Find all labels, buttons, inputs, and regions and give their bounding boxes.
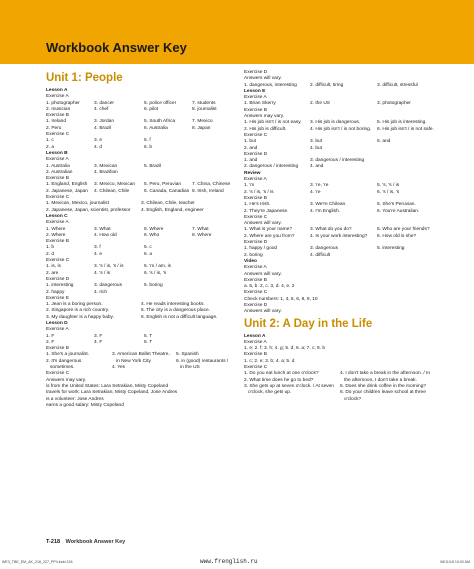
right-column: [244, 70, 439, 403]
answer-cell: 1. interesting: [46, 283, 74, 289]
answer-cell: 3. She gets up at seven o'clock. / At seven: [244, 383, 334, 389]
answer-cell: 3. My daughter is a happy baby.: [46, 314, 114, 320]
answer-cell: [144, 290, 192, 296]
answer-cell: 2. Japanese, Japan, scientist, professor: [46, 207, 131, 213]
exercise-label: Exercise D: [244, 151, 268, 157]
answer-cell: 4. His job isn't / is not boring.: [310, 126, 372, 132]
answer-cell: 5. The city is a dangerous place.: [141, 308, 210, 314]
answer-cell: 3. but: [310, 139, 323, 145]
page-number: T-218: [46, 539, 61, 545]
answer-cell: 4. chef: [94, 106, 109, 112]
answer-cell: 1. Brian Skerry: [244, 101, 276, 107]
answer-cell: 4. d: [94, 144, 103, 150]
answer-cell: 4. and: [310, 164, 324, 170]
unit-heading: Unit 2: A Day in the Life: [244, 317, 373, 330]
left-column: [46, 70, 236, 409]
header-banner: [0, 0, 474, 64]
answer-cell: 6. pilot: [144, 106, 159, 112]
page-footer: [46, 539, 125, 545]
answer-cell: 2. Peru: [46, 125, 62, 131]
lesson-heading: Lesson C: [46, 213, 68, 219]
answer-cell: 4. but: [310, 145, 323, 151]
answer-cell: 1. Where: [46, 226, 66, 232]
answer-cell: 8. journalist: [192, 106, 217, 112]
answer-cell: [192, 145, 236, 151]
answer-cell: 1. F: [46, 333, 55, 339]
answer-row: [46, 365, 236, 371]
answer-cell: 2. 's / is, 's / is: [244, 189, 274, 195]
answer-cell: 5. boring: [144, 283, 163, 289]
answer-cell: 6. Canada, Canadian: [144, 188, 190, 194]
answer-cell: 8. Irish, Ireland: [192, 188, 224, 194]
exercise-label: Exercise A: [46, 157, 69, 163]
answer-cell: 3. difficult, stressful: [377, 82, 418, 88]
answer-cell: 5. South Africa: [144, 119, 176, 125]
answer-cell: 2. Where are you from?: [244, 233, 295, 239]
answer-row: [46, 315, 236, 321]
answer-row: [46, 208, 236, 214]
answer-row: [46, 107, 236, 113]
answer-cell: 6. How old is she?: [377, 233, 417, 239]
answer-cell: 1. England, English: [46, 182, 88, 188]
answer-line: is from the United States: Lara Setrakian, Misty Copeland: [46, 383, 169, 389]
answer-cell: 2. d: [46, 251, 55, 257]
answer-cell: 5. c: [144, 245, 152, 251]
answer-cell: 3. 're, 're: [310, 183, 329, 189]
answer-cell: 5. Who are your friends?: [377, 227, 430, 233]
answer-row: [46, 189, 236, 195]
answer-cell: 1. Australia: [46, 163, 70, 169]
answer-cell: [377, 164, 439, 170]
answer-cell: [192, 252, 236, 258]
answer-cell: 1. 'm: [244, 183, 255, 189]
answer-line: Answers will vary.: [244, 309, 282, 315]
answer-cell: 4. Brazil: [94, 125, 112, 131]
answer-line: Answers may vary.: [46, 377, 87, 383]
answer-cell: 2. musician: [46, 106, 71, 112]
answer-cell: 4. F: [94, 339, 103, 345]
answer-row: [46, 340, 236, 346]
answer-cell: 3. dangerous / interesting: [310, 158, 365, 164]
answer-row: [244, 209, 439, 215]
answer-cell: o'clock?: [340, 396, 362, 402]
lesson-heading: Lesson E: [244, 88, 266, 94]
answer-cell: 1. b: [46, 245, 55, 251]
answer-cell: sometimes.: [46, 365, 75, 371]
answer-cell: 3. dangerous: [94, 283, 123, 289]
exercise-label: Exercise A: [244, 95, 267, 101]
answer-cell: 1. is, is: [46, 264, 61, 270]
slug-date: 08/11/18 10:00 AM: [440, 560, 470, 564]
answer-cell: 5. Spanish: [176, 352, 199, 358]
exercise-label: Exercise B: [244, 277, 267, 283]
answer-cell: 4. I don't take a break in the afternoon. / In: [340, 371, 430, 377]
answer-cell: 5. 's, 's / is: [377, 183, 400, 189]
exercise-label: Exercise C: [244, 132, 268, 138]
answer-cell: 2. the US: [310, 101, 330, 107]
exercise-label: Exercise A: [244, 177, 267, 183]
answer-cell: 6. a: [144, 251, 153, 257]
answer-cell: 5. police officer: [144, 100, 177, 106]
answer-cell: 4. 's / is: [94, 270, 111, 276]
answer-cell: 4. Chilean, Chile: [94, 188, 130, 194]
slug-website: www.frenglish.ru: [200, 558, 258, 565]
answer-cell: 1. happy / good: [244, 246, 278, 252]
answer-cell: 6. You're Australian.: [377, 208, 420, 214]
answer-cell: 3. American Ballet Theatre,: [112, 352, 170, 358]
answer-cell: 1. but: [244, 139, 257, 145]
answer-row: [46, 233, 236, 239]
answer-cell: 2. His job is difficult.: [244, 126, 287, 132]
answer-line: 1. e; 2. f; 3. h; 4. g; 5. d; 6. a; 7. c; 8. b: [244, 346, 326, 352]
answer-cell: 6. 's / is, 's: [144, 270, 167, 276]
answer-cell: 5. interesting: [377, 246, 405, 252]
answer-cell: 6. 's / is, 's: [377, 189, 400, 195]
exercise-label: Exercise C: [46, 132, 70, 138]
exercise-label: Exercise C: [46, 195, 70, 201]
answer-cell: 4. 're: [310, 189, 321, 195]
answer-row: [46, 126, 236, 132]
answer-cell: 2. What time does he go to bed?: [244, 377, 314, 383]
answer-cell: 2. They're Japanese.: [244, 208, 289, 214]
answer-cell: 3. Mexico, Mexican: [94, 182, 136, 188]
answer-cell: 2. Australian: [46, 169, 73, 175]
answer-cell: 4. Yes: [112, 365, 126, 371]
answer-line: a. 5, b. 2, c. 3, d. 4, e. 2: [244, 284, 295, 290]
exercise-label: Exercise D: [244, 70, 268, 75]
answer-line: Answers will vary.: [244, 271, 282, 277]
answer-row: [46, 271, 236, 277]
answer-cell: 2. Singapore is a rich country.: [46, 308, 110, 314]
answer-row: [244, 397, 439, 403]
unit-heading: Unit 1: People: [46, 72, 123, 84]
exercise-label: Exercise A: [46, 327, 69, 333]
answer-cell: 5. His job is interesting.: [377, 120, 427, 126]
answer-row: [244, 146, 439, 152]
answer-cell: 1. What is your name?: [244, 227, 292, 233]
exercise-label: Exercise A: [244, 265, 267, 271]
answer-line: Answers will vary.: [244, 76, 282, 82]
answer-cell: [192, 290, 236, 296]
exercise-label: Exercise B: [46, 239, 69, 245]
answer-line: 1. c; 2. e; 3. b; 4. a; 5. d: [244, 358, 295, 364]
answer-cell: 3. Mexican: [94, 163, 118, 169]
answer-cell: 3. e: [94, 138, 103, 144]
answer-row: [244, 101, 439, 107]
answer-cell: 2. and: [244, 145, 258, 151]
answer-line: travels for work: Lara Setrakian, Misty Copeland, Jose Andres: [46, 390, 178, 396]
answer-row: [46, 290, 236, 296]
exercise-label: Exercise D: [244, 302, 268, 308]
answer-cell: 5. Where: [144, 226, 164, 232]
answer-row: [46, 170, 236, 176]
exercise-label: Exercise C: [244, 365, 268, 371]
exercise-label: Exercise B: [46, 346, 69, 352]
answer-cell: 3. dancer: [94, 100, 115, 106]
exercise-label: Exercise D: [244, 240, 268, 246]
answer-cell: in New York City: [112, 358, 151, 364]
answer-cell: 5. Brazil: [144, 163, 162, 169]
answer-cell: 3. 's / is, 's / is: [94, 264, 124, 270]
answer-line: Check numbers: 1, 4, 5, 6, 8, 9, 10: [244, 296, 318, 302]
answer-cell: 5. and: [377, 139, 391, 145]
answer-cell: 5. 'm / am, is: [144, 264, 172, 270]
exercise-label: Exercise C: [46, 258, 70, 264]
answer-line: Answers will vary.: [244, 221, 282, 227]
exercise-label: Exercise A: [46, 220, 69, 226]
answer-cell: 2. a: [46, 144, 55, 150]
answer-cell: 4. He reads interesting books.: [141, 302, 205, 308]
answer-cell: 5. Peru, Peruvian: [144, 182, 182, 188]
exercise-label: Exercise B: [244, 195, 267, 201]
exercise-label: Exercise B: [244, 352, 267, 358]
answer-cell: 3. What do you do?: [310, 227, 352, 233]
answer-cell: 6. English is not a difficult language.: [141, 314, 218, 320]
answer-line: Answers may vary.: [244, 114, 285, 120]
answer-cell: 1. Jean is a boring person.: [46, 302, 103, 308]
answer-row: [46, 252, 236, 258]
exercise-label: Exercise D: [46, 276, 70, 282]
answer-cell: o'clock, she gets up.: [244, 390, 292, 396]
answer-cell: 6. Australia: [144, 125, 168, 131]
answer-row: [244, 83, 439, 89]
answer-cell: 4. How old: [94, 232, 117, 238]
answer-cell: 1. He's Irish.: [244, 202, 271, 208]
answer-cell: 3. photographer: [377, 101, 411, 107]
answer-cell: 3. Chilean, Chile, teacher: [141, 201, 195, 207]
slug-filename: WE3_TBE_EM_AK_216_227_PP4.indd 218: [2, 560, 73, 564]
answer-cell: 1. photographer: [46, 100, 80, 106]
answer-line: earns a good salary: Misty Copeland: [46, 402, 124, 408]
print-slug: [0, 558, 474, 568]
lesson-heading: Review: [244, 170, 261, 176]
answer-cell: 4. English, England, engineer: [141, 207, 204, 213]
answer-cell: 2. happy: [46, 289, 65, 295]
answer-cell: 1. c: [46, 138, 54, 144]
answer-cell: 3. dangerous: [310, 246, 339, 252]
answer-cell: 6. Who: [144, 232, 160, 238]
answer-cell: 3. What: [94, 226, 111, 232]
answer-cell: 2. Where: [46, 232, 66, 238]
answer-cell: 3. We're Chilean.: [310, 202, 347, 208]
answer-cell: 4. I'm English.: [310, 208, 340, 214]
page-title: Workbook Answer Key: [46, 40, 187, 55]
answer-cell: 7. students: [192, 100, 216, 106]
answer-cell: 5. Does she drink coffee in the morning?: [340, 383, 427, 389]
answer-cell: 6. b: [144, 144, 153, 150]
answer-cell: 2. Japanese, Japan: [46, 188, 88, 194]
answer-cell: 4. rich: [94, 289, 108, 295]
answer-cell: [244, 397, 340, 403]
answer-row: [244, 190, 439, 196]
answer-cell: 4. Is your work interesting?: [310, 233, 368, 239]
exercise-label: Exercise B: [46, 176, 69, 182]
answer-cell: 5. f: [144, 138, 151, 144]
answer-cell: 7. What: [192, 226, 209, 232]
answer-cell: 2. It's dangerous: [46, 358, 82, 364]
answer-cell: 1. His job isn't / is not easy.: [244, 120, 302, 126]
answer-cell: [377, 146, 439, 152]
answer-cell: 1. She's a journalist.: [46, 352, 90, 358]
answer-cell: 2. F: [46, 339, 55, 345]
answer-cell: 6. T: [144, 339, 153, 345]
exercise-label: Exercise A: [46, 94, 69, 100]
exercise-label: Exercise E: [46, 295, 69, 301]
answer-cell: [144, 170, 192, 176]
answer-row: [46, 145, 236, 151]
answer-cell: 2. difficult, tiring: [310, 82, 344, 88]
answer-cell: 5. She's Peruvian.: [377, 202, 416, 208]
answer-row: [244, 127, 439, 133]
exercise-label: Exercise C: [46, 371, 70, 377]
answer-cell: [192, 170, 236, 176]
answer-cell: the afternoon, I don't take a break.: [340, 377, 417, 383]
answer-cell: 7. China, Chinese: [192, 182, 231, 188]
answer-cell: 2. boring: [244, 252, 263, 258]
answer-cell: [192, 271, 236, 277]
answer-cell: 8. Where: [192, 232, 212, 238]
footer-book-title: Workbook Answer Key: [65, 539, 126, 545]
answer-cell: 2. dangerous / interesting: [244, 164, 299, 170]
answer-cell: 8. Japan: [192, 125, 211, 131]
answer-row: [244, 253, 439, 259]
lesson-heading: Lesson A: [46, 88, 68, 93]
answer-cell: 1. Mexican, Mexico, journalist: [46, 201, 109, 207]
answer-cell: 1. and: [244, 158, 258, 164]
answer-cell: 6. His job isn't / is not safe.: [377, 126, 434, 132]
exercise-label: Exercise A: [244, 339, 267, 345]
lesson-heading: Video: [244, 258, 257, 264]
answer-cell: 4. difficult: [310, 252, 331, 258]
answer-cell: 5. T: [144, 333, 153, 339]
lesson-heading: Lesson A: [244, 333, 266, 339]
answer-line: is a volunteer: Jose Andres: [46, 396, 104, 402]
answer-cell: 6. in (good) restaurants /: [176, 358, 229, 364]
answer-cell: 4. e: [94, 251, 103, 257]
answer-row: [244, 234, 439, 240]
answer-cell: 7. Mexico: [192, 119, 213, 125]
answer-cell: 3. His job is dangerous.: [310, 120, 361, 126]
exercise-label: Exercise C: [244, 214, 268, 220]
answer-cell: 1. dangerous, interesting: [244, 82, 297, 88]
answer-cell: 3. F: [94, 333, 103, 339]
exercise-label: Exercise B: [244, 107, 267, 113]
answer-cell: 1. Do you eat lunch at one o'clock?: [244, 371, 319, 377]
lesson-heading: Lesson B: [46, 150, 68, 156]
answer-cell: [192, 340, 236, 346]
lesson-heading: Lesson D: [46, 320, 68, 326]
answer-row: [244, 164, 439, 170]
answer-cell: 6. Do your children leave school at three: [340, 390, 426, 396]
exercise-label: Exercise C: [244, 290, 268, 296]
answer-cell: 3. Jordan: [94, 119, 115, 125]
answer-cell: in the US: [176, 365, 200, 371]
answer-cell: 1. Ireland: [46, 119, 67, 125]
answer-cell: [377, 253, 439, 259]
answer-cell: 3. f: [94, 245, 101, 251]
answer-cell: 2. are: [46, 270, 59, 276]
answer-cell: 4. Brazilian: [94, 169, 118, 175]
exercise-label: Exercise B: [46, 113, 69, 119]
